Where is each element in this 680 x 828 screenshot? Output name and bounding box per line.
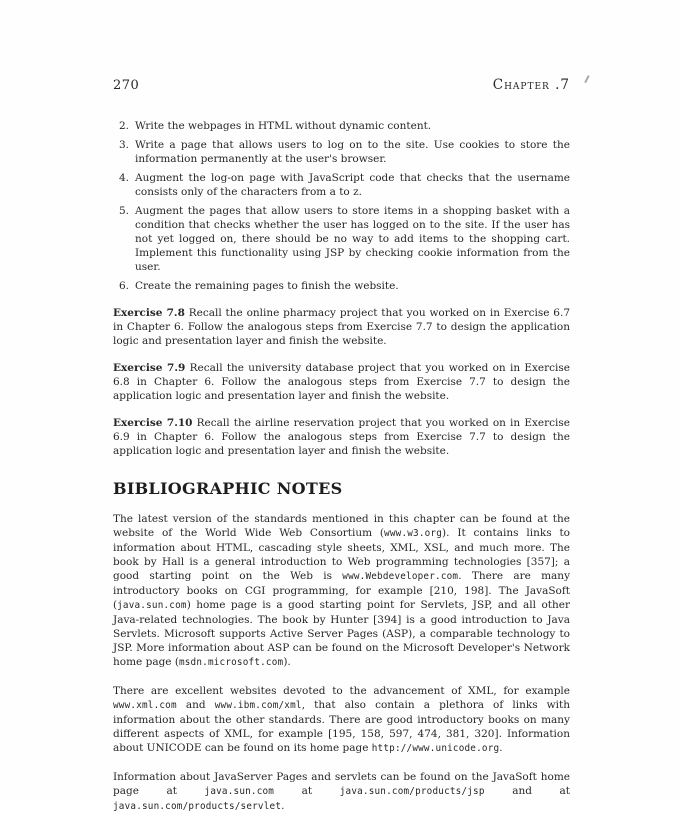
scan-artifact-mark: [584, 75, 589, 83]
exercise-label: Exercise 7.9: [113, 362, 186, 374]
running-header: [113, 78, 570, 93]
page-content: [113, 78, 570, 828]
list-item: [118, 171, 570, 199]
body-text: .: [281, 800, 285, 812]
body-text: at: [274, 785, 340, 797]
body-text: . There are many introductory books on CGI programming, for example [210, 198]. The JavaSoft (: [113, 570, 571, 611]
list-item: [118, 279, 570, 293]
chapter-header: Chapter .7: [492, 77, 570, 93]
body-text: and: [176, 699, 215, 711]
url-text: java.sun.com/products/servlet: [113, 801, 282, 812]
exercise-paragraph: [113, 361, 570, 403]
exercise-paragraph: [113, 306, 570, 348]
url-text: msdn.microsoft.com: [178, 657, 284, 668]
list-item-number: 6.: [118, 280, 129, 292]
body-text: ) home page is a good starting point for Servlets, JSP, and all other Java-related technologies. The book by Hunter [394] is a good introduction to Java Servlets. Microsoft supports Active Server Pages (ASP), a comparable technology to JSP. More information about ASP can be found on the Microsoft Developer's Network home page (: [113, 599, 570, 668]
list-item: [118, 138, 570, 166]
list-item-text: Augment the pages that allow users to store items in a shopping basket with a condition that checks whether the user has logged on to the site. If the user has not yet logged on, there should be no way to add items to the shopping cart. Implement this functionality using JSP by checking cookie information from the user.: [135, 205, 570, 273]
body-text: , that also contain a plethora of links with information about the other standards. There are good introductory books on many different aspects of XML, for example [195, 158, 597, 474, 381, 320]. Information about UNICODE can be found on its home page: [113, 699, 571, 754]
exercise-label: Exercise 7.10: [113, 417, 193, 429]
body-text: .: [499, 742, 503, 754]
bibliographic-notes-heading: BIBLIOGRAPHIC NOTES: [113, 479, 343, 498]
list-item-number: 5.: [118, 205, 129, 217]
list-item-text: Create the remaining pages to finish the website.: [135, 280, 399, 292]
list-item-number: 3.: [118, 139, 129, 151]
url-text: java.sun.com/products/jsp: [339, 786, 485, 797]
url-text: http://www.unicode.org: [371, 743, 500, 754]
body-text: and at: [484, 785, 571, 797]
url-text: www.Webdeveloper.com: [342, 571, 459, 582]
exercise-text: Recall the university database project that you worked on in Exercise 6.8 in Chapter 6. Follow the analogous steps from Exercise 7.7 to design the application logic and presentation layer and finish the website.: [113, 362, 571, 402]
list-item-text: Augment the log-on page with JavaScript code that checks that the username consists only of the characters from a to z.: [135, 172, 570, 198]
list-item-text: Write the webpages in HTML without dynamic content.: [135, 120, 432, 132]
exercise-paragraph: [113, 416, 570, 458]
list-item-text: Write a page that allows users to log on to the site. Use cookies to store the information permanently at the user's browser.: [135, 139, 570, 165]
url-text: www.xml.com: [113, 700, 177, 711]
body-text: ).: [283, 656, 291, 668]
exercise-steps-list: [113, 119, 570, 293]
url-text: www.w3.org: [384, 528, 443, 539]
list-item: [118, 204, 570, 274]
exercises-section: [113, 306, 570, 458]
list-item-number: 2.: [118, 120, 129, 132]
body-text: Information about JavaServer Pages and servlets can be found on the JavaSoft home page at: [113, 771, 570, 797]
url-text: www.ibm.com/xml: [214, 700, 302, 711]
body-text: The latest version of the standards mentioned in this chapter can be found at the website of the World Wide Web Consortium (: [113, 513, 570, 539]
exercise-text: Recall the online pharmacy project that you worked on in Exercise 6.7 in Chapter 6. Follow the analogous steps from Exercise 7.7 to design the application logic and presentation layer and finish the website.: [113, 307, 570, 347]
url-text: java.sun.com: [117, 600, 187, 611]
bibliographic-notes-body: [113, 512, 570, 814]
url-text: java.sun.com: [204, 786, 275, 797]
exercise-text: Recall the airline reservation project that you worked on in Exercise 6.9 in Chapter 6. Follow the analogous steps from Exercise 7.7 to design the application logic and presentation layer and finish the website.: [113, 417, 570, 457]
biblio-paragraph: [113, 770, 570, 814]
body-text: There are excellent websites devoted to the advancement of XML, for example: [113, 685, 570, 697]
page-number: 270: [113, 78, 140, 93]
biblio-paragraph: [113, 512, 570, 670]
list-item-number: 4.: [118, 172, 129, 184]
list-item: [118, 119, 570, 133]
biblio-paragraph: [113, 684, 570, 756]
exercise-label: Exercise 7.8: [113, 307, 185, 319]
body-text: ). It contains links to information about HTML, cascading style sheets, XML, XSL, and much more. The book by Hall is a general introduction to Web programming technologies [357]; a good starting point on the Web is: [113, 527, 570, 582]
